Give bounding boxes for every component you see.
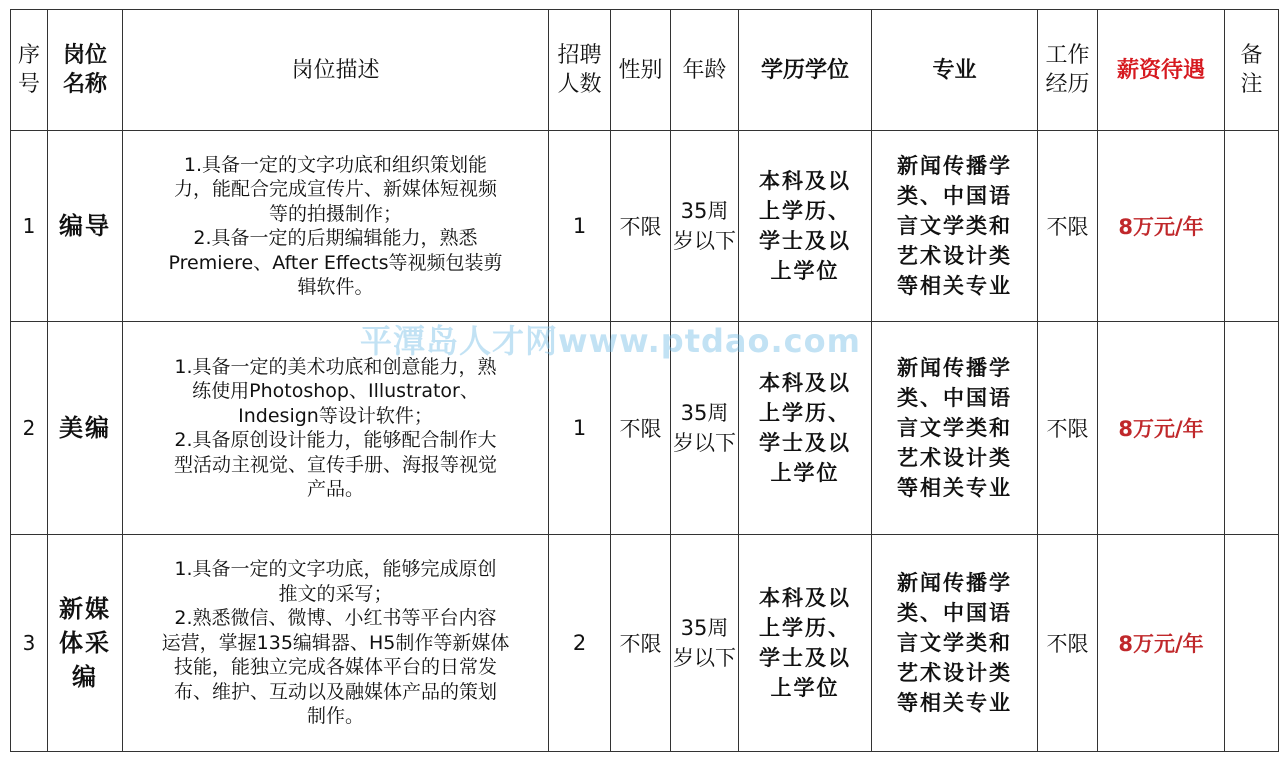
row-age: 35周 岁以下 xyxy=(671,322,739,535)
row-gender: 不限 xyxy=(611,131,671,322)
header-position: 岗位 名称 xyxy=(48,10,123,131)
header-age: 年龄 xyxy=(671,10,739,131)
row-position: 编导 xyxy=(48,131,123,322)
header-remarks: 备 注 xyxy=(1225,10,1279,131)
header-gender: 性别 xyxy=(611,10,671,131)
row-description: 1.具备一定的美术功底和创意能力，熟 练使用Photoshop、Illustrator、 Indesign等设计软件； 2.具备原创设计能力，能够配合制作大 型活动主视觉、宣传手册、海报等视觉 产品。 xyxy=(123,322,549,535)
row-headcount: 2 xyxy=(549,535,611,752)
header-headcount: 招聘 人数 xyxy=(549,10,611,131)
row-headcount: 1 xyxy=(549,131,611,322)
row-education: 本科及以 上学历、 学士及以 上学位 xyxy=(739,322,872,535)
table-row xyxy=(11,322,1279,535)
header-description: 岗位描述 xyxy=(123,10,549,131)
row-education: 本科及以 上学历、 学士及以 上学位 xyxy=(739,535,872,752)
row-gender: 不限 xyxy=(611,322,671,535)
row-age: 35周 岁以下 xyxy=(671,131,739,322)
row-major: 新闻传播学 类、中国语 言文学类和 艺术设计类 等相关专业 xyxy=(872,131,1038,322)
table-row xyxy=(11,131,1279,322)
header-row xyxy=(11,10,1279,131)
row-major: 新闻传播学 类、中国语 言文学类和 艺术设计类 等相关专业 xyxy=(872,535,1038,752)
row-index: 1 xyxy=(11,131,48,322)
row-position: 美编 xyxy=(48,322,123,535)
row-headcount: 1 xyxy=(549,322,611,535)
row-age: 35周 岁以下 xyxy=(671,535,739,752)
header-index: 序 号 xyxy=(11,10,48,131)
header-major: 专业 xyxy=(872,10,1038,131)
row-salary: 8万元/年 xyxy=(1098,535,1225,752)
row-description: 1.具备一定的文字功底，能够完成原创 推文的采写； 2.熟悉微信、微博、小红书等平台内容 运营，掌握135编辑器、H5制作等新媒体 技能，能独立完成各媒体平台的日常发 布、维护、互动以及融媒体产品的策划 制作。 xyxy=(123,535,549,752)
header-experience: 工作 经历 xyxy=(1038,10,1098,131)
row-experience: 不限 xyxy=(1038,535,1098,752)
row-remarks xyxy=(1225,322,1279,535)
row-position: 新媒 体采 编 xyxy=(48,535,123,752)
row-experience: 不限 xyxy=(1038,322,1098,535)
row-salary: 8万元/年 xyxy=(1098,322,1225,535)
table-row xyxy=(11,535,1279,752)
row-salary: 8万元/年 xyxy=(1098,131,1225,322)
row-description: 1.具备一定的文字功底和组织策划能 力，能配合完成宣传片、新媒体短视频 等的拍摄制作； 2.具备一定的后期编辑能力，熟悉 Premiere、After Effects等视频包装剪 辑软件。 xyxy=(123,131,549,322)
row-education: 本科及以 上学历、 学士及以 上学位 xyxy=(739,131,872,322)
row-index: 2 xyxy=(11,322,48,535)
row-experience: 不限 xyxy=(1038,131,1098,322)
row-major: 新闻传播学 类、中国语 言文学类和 艺术设计类 等相关专业 xyxy=(872,322,1038,535)
row-remarks xyxy=(1225,131,1279,322)
site-watermark: 平潭岛人才网www.ptdao.com xyxy=(360,322,861,360)
row-index: 3 xyxy=(11,535,48,752)
header-salary: 薪资待遇 xyxy=(1098,10,1225,131)
row-remarks xyxy=(1225,535,1279,752)
row-gender: 不限 xyxy=(611,535,671,752)
header-education: 学历学位 xyxy=(739,10,872,131)
job-table xyxy=(10,9,1279,752)
